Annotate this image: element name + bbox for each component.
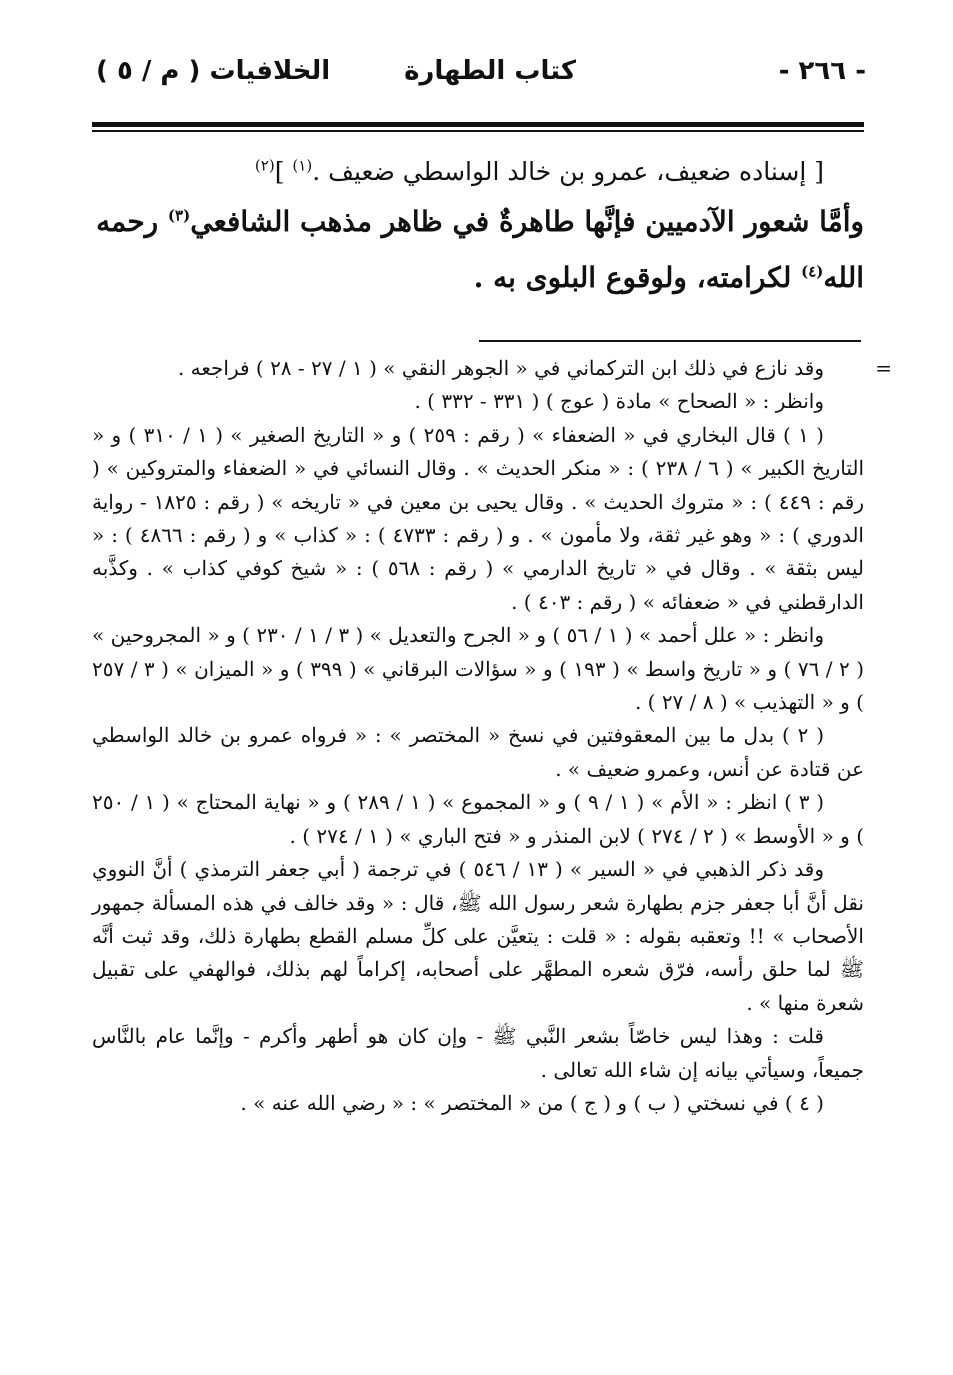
footnote-3: ( ٣ ) انظر : « الأم » ( ١ / ٩ ) و « المجموع » ( ١ / ٢٨٩ ) و « نهاية المحتاج » ( ١ / ٢٥٠ ) و « الأوسط » ( ٢ / ٢٧٤ ) لابن المنذر و « فتح الباري » ( ١ / ٢٧٤ ) .: [92, 790, 864, 848]
footnote-1-references: وانظر : « علل أحمد » ( ١ / ٥٦ ) و « الجرح والتعديل » ( ٣ / ١ / ٢٣٠ ) و « المجروحين » ( ٢ / ٧٦ ) و « تاريخ واسط » ( ١٩٣ ) و « سؤالات البرقاني » ( ٣٩٩ ) و « الميزان » ( ٣ / ٢٥٧ ) و « التهذيب » ( ٨ / ٢٧ ) .: [92, 623, 865, 715]
footnote-4: ( ٤ ) في نسختي ( ب ) و ( ج ) من « المختصر » : « رضي الله عنه » .: [240, 1090, 824, 1115]
footnote-separator: [479, 340, 861, 342]
footnote-continuation-2: وانظر : « الصحاح » مادة ( عوج ) ( ٣٣١ - ٣٣٢ ) .: [414, 389, 824, 414]
footnote-ref-2: (٢): [254, 156, 275, 175]
main-text: [92, 150, 864, 306]
footnote-ref-4: (٤): [801, 262, 824, 281]
footnote-continuation: = وقد نازع في ذلك ابن التركماني في « الجوهر النقي » ( ١ / ٢٧ - ٢٨ ) فراجعه .: [92, 352, 864, 385]
bracketed-statement: [ إسناده ضعيف، عمرو بن خالد الواسطي ضعيف .$^{(١)}$ ]$^{(٢)}$: [254, 156, 824, 186]
footnote-1: ( ١ ) قال البخاري في « الضعفاء » ( رقم : ٢٥٩ ) و « التاريخ الصغير » ( ١ / ٣١٠ ) و « التاريخ الكبير » ( ٦ / ٢٣٨ ) : « منكر الحديث » . وقال النسائي في « الضعفاء والمتروكين » ( رقم : ٤٤٩ ) : « متروك الحديث » . وقال يحيى بن معين في « تاريخه » ( رقم : ١٨٢٥ - رواية الدوري ) : « وهو غير ثقة، ولا مأمون » . و ( رقم : ٤٧٣٣ ) : « كذاب » و ( رقم : ٤٨٦٦ ) : « ليس بثقة » . وقال في « تاريخ الدارمي » ( رقم : ٥٦٨ ) : « شيخ كوفي كذاب » . وكذَّبه الدارقطني في « ضعفائه » ( رقم : ٤٠٣ ) .: [92, 422, 865, 614]
footnote-ref-1: (١): [292, 156, 313, 175]
footnote-3-dhahabi: وقد ذكر الذهبي في « السير » ( ١٣ / ٥٤٦ ) في ترجمة ( أبي جعفر الترمذي ) أنَّ النووي نقل أنَّ أبا جعفر جزم بطهارة شعر رسول الله ﷺ، قال : « وقد خالف في هذه المسألة جمهور الأصحاب » !! وتعقبه بقوله : « قلت : يتعيَّن على كلِّ مسلم القطع بطهارة ذلك، وقد ثبت أنَّه ﷺ لما حلق رأسه، فرّق شعره المطهَّر على أصحابه، إكراماً لهم بذلك، فوالهفي على تقبيل شعرة منها » .: [92, 857, 865, 1015]
chapter-title: الخلافيات ( م / ٥ ): [96, 56, 331, 86]
footnote-2: ( ٢ ) بدل ما بين المعقوفتين في نسخ « المختصر » : « فرواه عمرو بن خالد الواسطي عن قتادة عن أنس، وعمرو ضعيف » .: [92, 723, 864, 781]
continuation-marker: =: [875, 356, 892, 380]
footnote-ref-3: (٣): [167, 206, 191, 225]
footnote-3-comment: قلت : وهذا ليس خاصّاً بشعر النَّبي ﷺ - وإن كان هو أطهر وأكرم - وإنَّما عام بالنَّاس جميعاً، وسيأتي بيانه إن شاء الله تعالى .: [92, 1024, 864, 1082]
main-paragraph: وأمَّا شعور الآدميين فإنَّها طاهرةٌ في ظاهر مذهب الشافعي$^{(٣)}$ رحمه الله$^{(٤)}$ لكرامته، ولوقوع البلوى به .: [96, 205, 864, 294]
book-title: كتاب الطهارة: [404, 56, 576, 86]
footnotes: [92, 352, 892, 1120]
page-number: - ٢٦٦ -: [778, 56, 866, 86]
header-rule-thick: [92, 122, 864, 127]
header-rule-thin: [92, 130, 864, 132]
running-header: [96, 56, 866, 100]
